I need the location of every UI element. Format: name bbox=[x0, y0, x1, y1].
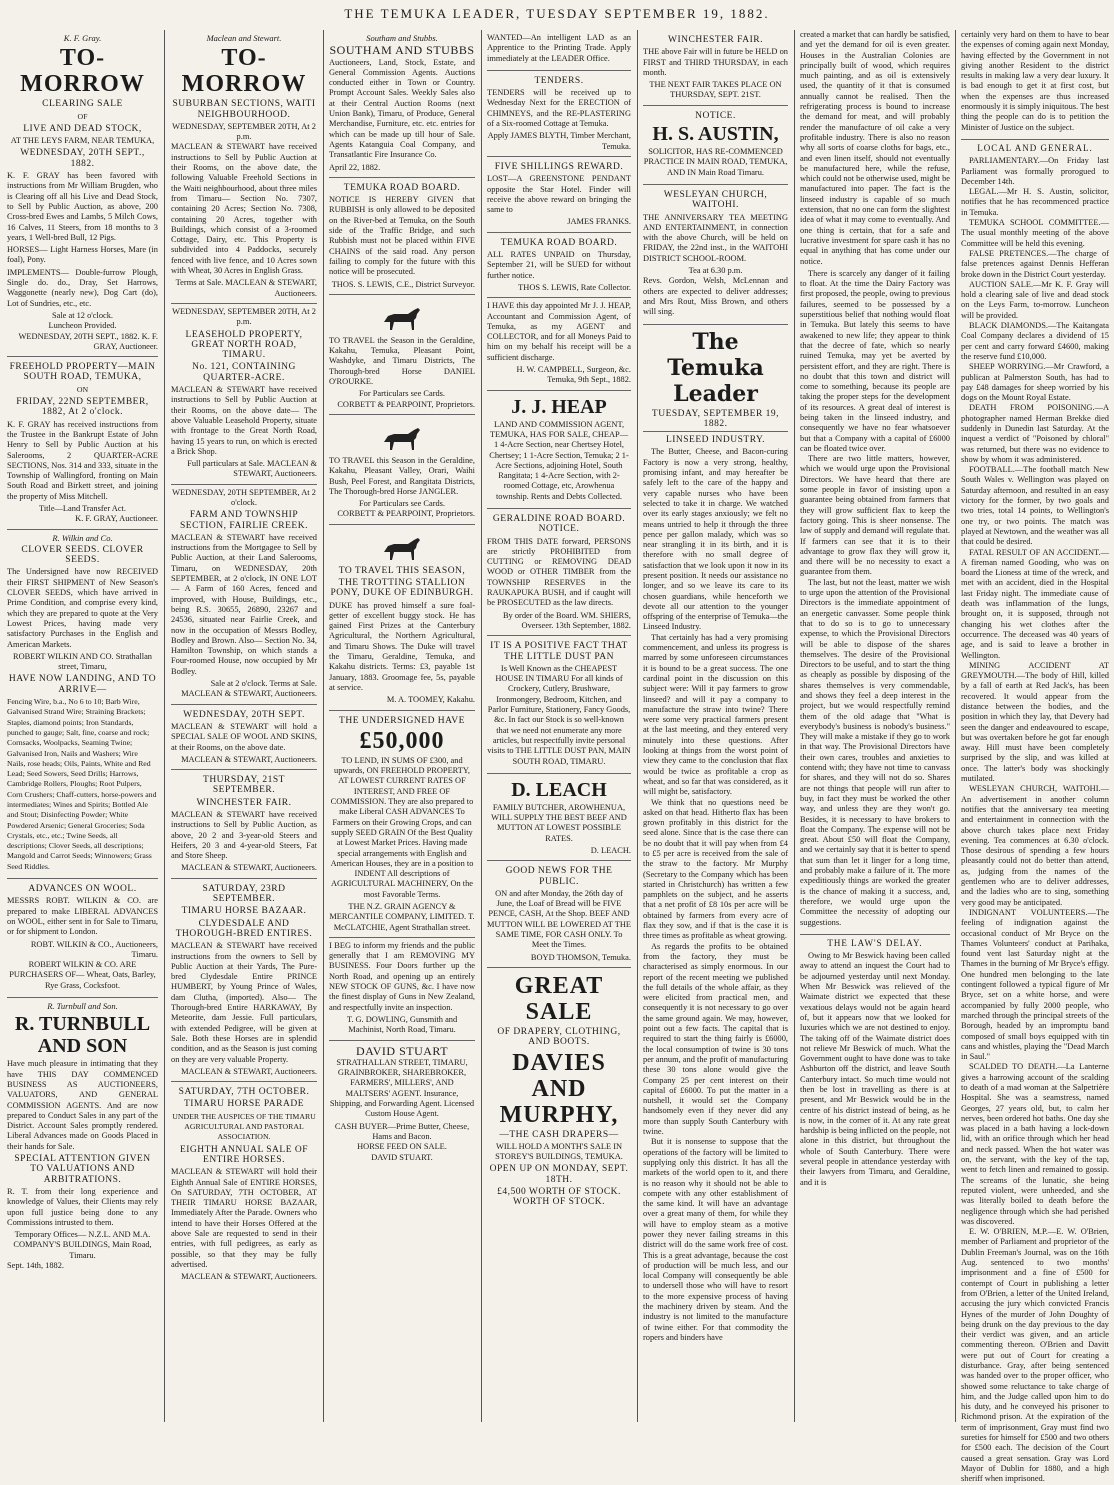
ad-signature: CORBETT & PEARPOINT, Proprietors. bbox=[337, 509, 475, 519]
ad-date: FRIDAY, 22ND SEPTEMBER, 1882, At 2 o'clock. bbox=[16, 397, 149, 418]
ad-headline: FREEHOLD PROPERTY—MAIN SOUTH ROAD, TEMUKA, bbox=[9, 362, 156, 383]
article-paragraph: There are two little matters, however, which we would urge upon the Provisional Directors. We have heard that there are some people in favor of insisting upon a guarantee being obtained from farmers that they will grow sufficient flax to keep the factory going. This is sheer nonsense. The law of supply and demand will regulate that. If farmers can see that it is to their advantage to grow flax they will grow it, and there will be no necessity to exact a guarantee from them. bbox=[800, 454, 950, 577]
ad-body: Have much pleasure in intimating that they have THIS DAY COMMENCED BUSINESS AS AUCTIONEERS, VALUATORS, AND GENERAL COMMISSION AGENTS. And are now prepared to Conduct Sales in any part of the District. Account Sales promptly rendered. Liberal Advances made on Goods Placed in their hands for Sale. bbox=[7, 1059, 158, 1151]
ad-wilkin-clover bbox=[7, 530, 158, 880]
ad-turnbull bbox=[7, 998, 158, 1275]
ad-body: LOST—A GREENSTONE PENDANT opposite the Star Hotel. Finder will receive the above reward on bringing the same to bbox=[487, 174, 631, 215]
local-news-item: INDIGNANT VOLUNTEERS.—The feeling of indignation against the occasional conduct of Mr Bryce on the Thames Volunteers' conduct at Parihaka, found vent last Saturday night at the Thames in the burning of Mr Bryce's effigy. One hundred men belonging to the late contingent followed a typical figure of Mr Bryce, set on a white horse, and were accompanied by fully 2000 people, who marched through the principal streets of the Borough, headed by an impromptu band composed of small boys equipped with tin cans and whistles, playing the "Dead March in Saul." bbox=[961, 907, 1109, 1062]
ad-signature: T. G. DOWLING, Gunsmith and Machinist, North Road, Timaru. bbox=[346, 1014, 458, 1035]
local-news-item: MINING ACCIDENT AT GREYMOUTH.—The body of Hill, killed by a fall of earth at Red Jack's, has been recovered. It would appear from the distance between the bodies, and the position in which they lay, that Devery had seen the danger and endeavoured to escape, but was overtaken before he got far enough away. Hill must have been completely surprised by the slip, and was killed at once. The latter's body was shockingly mutilated. bbox=[961, 660, 1109, 784]
ad-gray-clearing-sale bbox=[7, 30, 158, 357]
ad-duke-edinburgh bbox=[329, 525, 475, 711]
ad-subhead: OF DRAPERY, CLOTHING, AND BOOTS. bbox=[497, 1026, 621, 1048]
ad-body: SOLICITOR, HAS RE-COMMENCED PRACTICE IN MAIN ROAD, TEMUKA, AND IN Main Road Timaru. bbox=[643, 147, 788, 177]
ad-date: WEDNESDAY, 20TH SEPTEMBER, At 2 o'clock. bbox=[172, 487, 316, 507]
ad-subhead: EIGHTH ANNUAL SALE OF ENTIRE HORSES. bbox=[179, 1144, 309, 1165]
ad-body: THE above Fair will in future be HELD on FIRST and THIRD THURSDAY, in each month. bbox=[643, 47, 788, 77]
horse-illustration bbox=[380, 422, 424, 452]
ad-body: MACLEAN & STEWART have received instructions from the Mortgagee to Sell by Public Auction, at their Land Salerooms, Timaru, on WEDNESDAY, 20th SEPTEMBER, at 2 o'clock, IN ONE LOT— A Farm of 160 Acres, fenced and improved, with House, Buildings, etc., being R.S. 30655, 26890, 23267 and 24536, situated near Fairlie Creek, and now in the occupation of Messrs Bodley, Bodley and Brown. Also— Section No. 34, Hamilton Township, on which stands a Four-roomed House, now occupied by Mr Bodley. bbox=[171, 532, 317, 676]
ad-headline: TO TRAVEL THIS SEASON, bbox=[338, 565, 466, 576]
ad-maclean-bazaar bbox=[171, 879, 317, 1082]
local-news-item: AUCTION SALE.—Mr K. F. Gray will hold a clearing sale of live and dead stock on the Leys Farm, to-morrow. Luncheon will be provided. bbox=[961, 279, 1109, 320]
local-news-item: PARLIAMENTARY.—On Friday last Parliament was formally prorogued to December 14th. bbox=[961, 156, 1109, 186]
ad-date: OPEN UP ON MONDAY, SEPT. 18TH. bbox=[489, 1164, 629, 1185]
local-news-item: SHEEP WORRYING.—Mr Crawford, a publican at Palmerston South, has had to pay £48 damages for sheep worried by his dogs on the Mount Royal Estate. bbox=[961, 362, 1109, 403]
ad-text: CASH BUYER—Prime Butter, Cheese, Hams and Bacon. bbox=[334, 1121, 470, 1141]
local-news-item: WESLEYAN CHURCH, WAITOHI.—An advertisement in another column notifies that the anniversary tea meeting and entertainment in connection with the above church takes place next Friday evening. Tea commences at 6.30 o'clock. Those desirous of spending a few hours pleasantly could not do better than attend, as, judging from the names of the gentlemen who are to deliver addresses, and the ladies who are to sing, something very good may be anticipated. bbox=[961, 784, 1109, 907]
ad-body: THE ANNIVERSARY TEA MEETING AND ENTERTAINMENT, in connection with the above Church, will be held on FRIDAY, the 22nd inst., in the WAITOHI DISTRICT SCHOOL-ROOM. bbox=[643, 212, 788, 263]
ad-subhead: UNDER THE AUSPICES OF THE TIMARU AGRICULTURAL AND PASTORAL ASSOCIATION. bbox=[172, 1111, 316, 1142]
ad-body: K. F. GRAY has received instructions from the Trustee in the Bankrupt Estate of John Henry to Sell by Public Auction at his Salerooms, 2 QUARTER-ACRE SECTIONS, Nos. 314 and 333, situate in the Township of Wallingford, fronting on Main South Road and Birkett street, and joining the property of Miss Mitchell. bbox=[7, 419, 158, 501]
local-news-item: FALSE PRETENCES.—The charge of false pretences against Dennis Hefferan broke down in the District Court yesterday. bbox=[961, 248, 1109, 279]
ad-geraldine-board bbox=[487, 509, 631, 636]
local-news-item: SCALDED TO DEATH.—La Lanterne gives a harrowing account of the scalding to death of a mad woman at the Salpetrière Hospital. She was a seamstress, named Georges, 27 years old, but, to calm her nerves, been ordered hot baths. One day she was placed in a bath having a lock-down lid, with an orifice through which her head and neck passed. When the hot water was on, the servant, with the key of the tap, went to fetch linen and remained to gossip. The screams of the lunatic, she being reputed violent, were unheeded, and she was literally boiled to death before the negligence through which she had perished was discovered. bbox=[961, 1062, 1109, 1226]
column-3 bbox=[326, 30, 478, 1422]
ad-body: LAND AND COMMISSION AGENT, TEMUKA, HAS FOR SALE, CHEAP— 1 4-Acre Section, near Chertsey Hotel, Chertsey; 1 1-Acre Section, Temuka; 2 1-Acre Sections, adjoining Hotel, South Rangitata; 1 4-Acre Section, with 2-roomed Cottage, etc, Arowhenua township. Rents and Debts Collected. bbox=[489, 419, 629, 501]
ad-davies-murphy bbox=[487, 968, 631, 1214]
ad-body: Fencing Wire, b.a., No 6 to 10; Barb Wire, Galvanised Strand Wire; Straining Brackets; Staples, diamond points; Iron Standards, punched to gauge; Salt, fine, coarse and rock; Cornsacks, Woolpacks, Seaming Twine; Galvanised Iron, Nails and Washers; Wire Nails, rose heads; Oils, Paints, White and Red Lead; Seed Sowers, Seed Drills; Harrows, Cambridge Rollers, Ploughs; Root Pulpers, Corn Crushers; Chaff-cutters, horse-powers and intermediates; Wines and Spirits; Bottled Ale and Stout; Disinfecting Powder; White Powdered Arsenic; General Groceries; Soda Crystals, etc., etc.; Twine Seeds, all descriptions; Clover Seeds, all descriptions; Mangold and Carrot Seeds; Winnowers; Grass Seed Riddles. bbox=[7, 697, 157, 871]
ad-maclean-winchester bbox=[171, 770, 317, 879]
ad-headline: TIMARU HORSE PARADE bbox=[184, 1099, 304, 1110]
ad-signature: WEDNESDAY, 20TH SEPT., 1882. K. F. GRAY, Auctioneer. bbox=[18, 331, 158, 351]
ad-body: ROBERT WILKIN & CO. ARE PURCHASERS OF— Wheat, Oats, Barley, Rye Grass, Cocksfoot. bbox=[9, 960, 156, 990]
ad-headline: THE UNDERSIGNED HAVE bbox=[339, 715, 465, 726]
ad-tenders bbox=[487, 71, 631, 157]
ad-signature: Terms at Sale. MACLEAN & STEWART, Auctioneers. bbox=[175, 278, 317, 298]
column-1 bbox=[4, 30, 161, 1422]
ad-date: WEDNESDAY, SEPTEMBER 20TH, At 2 p.m. bbox=[172, 121, 316, 142]
ad-date: April 22, 1882. bbox=[329, 162, 381, 172]
firm-name: R. Turnbull and Son. bbox=[47, 1001, 118, 1012]
article-paragraph: created a market that can hardly be satisfied, and yet the demand for oil is even greater. Houses in the Australian Colonies are principally built of wood, which requires much painting, and as oil is extensively used, the quantity of it that is consumed annually cannot be realised. Then the refrigerating process is bound to increase the demand for meat, and will probably render the manufacture of oil cake a very profitable industry. There is also no reason why all sorts of coarse cloths for bags, etc., and even linen itself, should not eventually be manufactured here, while the refuse, which could not be otherwise used, might be manufactured into paper. The fact is the linseed industry is capable of so much extension, that no one can form the slightest idea of what it may come to eventually. And one thing is certain, that for a safe and lucrative investment for spare cash it has no equal in anything that has come under our notice. bbox=[800, 30, 950, 266]
ad-body: HORSES— Light Harness Horses, Mare (in foal), Pony. bbox=[7, 245, 158, 265]
ad-maclean-suburban bbox=[171, 30, 317, 304]
ad-body: DUKE has proved himself a sure foal-getter of excellent buggy stock. He has gained First Prizes at the Canterbury Agricultural, the Northern Agricultural, and Timaru Shows. The Duke will travel the Timaru, Geraldine, Temuka, and Kakahu districts. Terms: £3, payable 1st January, 1883. Groomage fee, 5s, payable at service. bbox=[329, 600, 475, 692]
ad-subhead: SPECIAL ATTENTION GIVEN TO VALUATIONS AND ARBITRATIONS. bbox=[14, 1154, 151, 1185]
ad-text: Title—Land Transfer Act. bbox=[39, 503, 126, 513]
ad-signature: D. LEACH. bbox=[590, 846, 631, 855]
ad-headline: GOOD NEWS FOR THE PUBLIC. bbox=[505, 866, 613, 887]
ad-signature: Sale at 2 o'clock. Terms at Sale. MACLEAN & STEWART, Auctioneers. bbox=[181, 679, 317, 699]
local-news-item: DEATH FROM POISONING.—A photographer named Herman Brekke died suddenly in Dunedin last Saturday. At the inquest a verdict of "Poisoned by chloral" was returned, but there was no evidence to show by whom it was administered. bbox=[961, 403, 1109, 464]
ad-signature: MACLEAN & STEWART, Auctioneers. bbox=[181, 863, 317, 873]
ad-little-dust-pan bbox=[487, 636, 631, 774]
ad-headline: NOTICE. bbox=[695, 110, 736, 121]
ad-signature: Full particulars at Sale. MACLEAN & STEWART, Auctioneers. bbox=[187, 459, 317, 479]
article-paragraph: The last, but not the least, matter we wish to urge upon the attention of the Provisional Directors is the immediate appointment of an energetic canvasser. Some people think that to do so is to go to unnecessary expense, to which the Provisional Directors will be able to dispose of the shares themselves. The desire of the Provisional Directors to be useful, and to start the thing as cheaply as possible by disposing of the shares themselves is very commendable, and shows they feel a deep interest in the project, but we would respectfully remind them of the old adage that "What is everybody's business is nobody's business." They will make a mistake if they go to work in that way. The Provisional Directors have their own cares, troubles and anxieties to contend with; they have not time to canvass for shares, and they will not do so. Shares are not things that people will run after to buy, in fact they must be worked the other way, and unless they are they won't go. Besides, it is necessary to have brokers to float the Company. The expense will not be great. About £50 will float the Company, and we certainly say that it is better to spend that sum than let it linger for a long time, and probably make a failure of it. The more expeditiously things are worked the greater is the chance of making it a success, and, therefore, we would urge upon the Committee the necessity of adopting our suggestions. bbox=[800, 577, 950, 927]
ad-body: TO TRAVEL the Season in the Geraldine, Kakahu, Temuka, Pleasant Point, Washdyke, and Timaru Districts, The Thorough-bred Horse DANIEL O'ROURKE. bbox=[329, 335, 475, 387]
ad-body: MESSRS ROBT. WILKIN & CO. are prepared to make LIBERAL ADVANCES on WOOL, either sent in for Sale to Timaru, or for shipment to London. bbox=[7, 896, 158, 937]
local-news-item: E. W. O'BRIEN, M.P.—E. W. O'Brien, member of Parliament and proprietor of the Dublin Freeman's Journal, was on the 16th Aug. sentenced to two months' imprisonment and a fine of £500 for contempt of Court in publishing a letter from O'Brien, a letter of the United Ireland, accusing the jury which convicted Francis Hynes of the murder of John Doughty of being drunk on the day previous to the day their verdict was given, and an article commenting thereon. O'Brien and Davitt were put out of Court for creating a disturbance. Gray, after being sentenced was handed over to the proper officer, who showed some reluctance to take charge of him, and the Judge called upon him to do his duty, and he conveyed his prisoner to Richmond prison. At the expiration of the term of imprisonment, Gray must find two sureties for himself for £500 and two others for £500 each. The decision of the Court caused a great sensation. Gray was Lord Mayor of Dublin for 1880, and a high sheriff when imprisoned. bbox=[961, 1227, 1109, 1484]
ad-signature: MACLEAN & STEWART, Auctioneers. bbox=[181, 1272, 317, 1282]
ad-headline: TIMARU HORSE BAZAAR. bbox=[181, 906, 307, 917]
ad-body: IMPLEMENTS— Double-furrow Plough, Single do. do., Dray, Set Harrows, Waggonette (nearly new), Dog Cart (do), Lot of Sundries, etc., etc. bbox=[7, 267, 158, 308]
ad-maclean-farm bbox=[171, 485, 317, 705]
ad-amount: £50,000 bbox=[359, 727, 445, 754]
ad-date: THURSDAY, 21ST SEPTEMBER. bbox=[203, 775, 285, 796]
article-paragraph: That certainly has had a very promising commencement, and unless its progress is marred by some unforeseen circumstances it is bound to be a great success. The one cardinal point in the discussion on this subject were: Will it pay farmers to grow linseed? and will it pay a company to manufacture the straw into twine? There were some very practical farmers present at the last meeting, and they entered very minutely into these questions. After looking at things from the worst point of view they came to the conclusion that flax would be twice as profitable a crop as wheat, and so far that was considered, as it will might be, satisfactory. bbox=[643, 632, 788, 797]
ad-text: HORSE FEED ON SALE. bbox=[357, 1142, 447, 1152]
firm-name: R. Wilkin and Co. bbox=[52, 532, 113, 543]
ad-body: I HAVE this day appointed Mr J. J. HEAP, Accountant and Commission Agent, of Temuka, as my AGENT and COLLECTOR, and for all Moneys Paid to him on my behalf his receipt will be a sufficient discharge. bbox=[487, 301, 631, 362]
article-title: LINSEED INDUSTRY. bbox=[643, 431, 788, 445]
ad-subhead: No. 121, CONTAINING QUARTER-ACRE. bbox=[192, 362, 296, 383]
ad-headline: DAVID STUART bbox=[355, 1043, 449, 1058]
ad-signature: THE N.Z. GRAIN AGENCY & MERCANTILE COMPANY, LIMITED. T. McCLATCHIE, Agent Strathallan street. bbox=[329, 902, 475, 932]
ad-subhead: SUBURBAN SECTIONS, WAITI NEIGHBOURHOOD. bbox=[172, 99, 316, 120]
ad-signature: MACLEAN & STEWART, Auctioneers. bbox=[181, 1066, 317, 1076]
ad-signature: K. F. GRAY, Auctioneer. bbox=[75, 514, 158, 524]
ad-headline: D. LEACH bbox=[511, 778, 607, 801]
ad-body: Revs. Gordon, Welsh, McLennan and others are expected to deliver addresses; and Mrs Rout, Miss Brown, and others will sing. bbox=[643, 276, 788, 317]
ad-headline: HAVE NOW LANDING, AND TO ARRIVE— bbox=[8, 674, 157, 695]
firm-name: DAVIES AND MURPHY, bbox=[499, 1049, 619, 1128]
ad-austin bbox=[643, 106, 788, 185]
ad-gray-freehold bbox=[7, 357, 158, 529]
article-paragraph: There is scarcely any danger of it failing to float. At the time the Dairy Factory was first proposed, the people, owing to previous failures, seemed to be possessed by a superstitious belief that nothing would float in Temuka. But lately this seems to have awakened to new life; they appear to think that the decree of fate, which so nearly ruined Temuka, may yet be averted by persistent effort, and they are right. There is no doubt that this town and district will come to something, because its people are taking the proper steps for the development of its resources. A great deal of interest is being taken in the linseed industry, and consequently we have no fear whatsoever but that a Company with a capital of £6000 can be floated twice over. bbox=[800, 268, 950, 453]
ad-campbell-agent bbox=[487, 298, 631, 390]
ad-body: FAMILY BUTCHER, AROWHENUA, WILL SUPPLY THE BEST BEEF AND MUTTON AT LOWEST POSSIBLE RATES. bbox=[491, 802, 627, 843]
ad-text: Luncheon Provided. bbox=[48, 321, 117, 331]
ad-body: MACLEAN & STEWART have received instructions from the owners to Sell by Public Auction at their Yards, The Pure-bred Clydesdale Entire PRINCE HUMBERT, by Young Prince of Wales, dam Clutha, (imported). Also— The Thorough-bred Entire HARKAWAY, By Meteorite, dam Jessie. Full particulars, with extended Pedigree, will be given at Sale. Both these Horses are in splendid condition, and as the Season is just coming on they are very valuable Property. bbox=[171, 941, 317, 1064]
ad-good-news bbox=[487, 861, 631, 968]
ad-headline: J. J. HEAP bbox=[511, 395, 607, 418]
ad-headline: WESLEYAN CHURCH, WAITOHI. bbox=[663, 189, 768, 211]
ad-body: TO TRAVEL this Season in the Geraldine, Kakahu, Pleasant Valley, Orari, Waihi Bush, Peel Forest, and Rangitata Districts, The Thorough-bred Horse JANGLER. bbox=[329, 455, 475, 496]
ad-headline: TO-MORROW bbox=[20, 45, 145, 98]
ad-headline: LEASEHOLD PROPERTY, GREAT NORTH ROAD, TIMARU. bbox=[185, 329, 303, 361]
ad-subhead: LIVE AND DEAD STOCK, bbox=[23, 123, 142, 134]
ad-text: £4,500 WORTH OF STOCK. WORTH OF STOCK. bbox=[497, 1187, 621, 1208]
article-paragraph: Owing to Mr Beswick having been called away to attend an inquest the Court had to be adjourned yesterday until next Monday. When Mr Beswick was relieved of the Waimate district we expected that these vexatious delays would not be again heard of, but it appears now that we looked for luxuries which we are not destined to enjoy. The taking off of the Waimate district does not relieve Mr Beswick of much. What the Government ought to have done was to take Ashburton off the district, and leave South Canterbury intact. So much time would not then be lost in travelling as there is at present, and Mr Beswick would be in the centre of his district instead of being, as he is now, in the corner of it. At any rate great hardship is being inflicted on the people, not alone in this district, but throughout the whole of South Canterbury. There were several people in attendance yesterday with their lawyers from Timaru, and Geraldine, and it is bbox=[800, 951, 950, 1187]
ad-maclean-wool bbox=[171, 705, 317, 770]
ad-wanted-lad bbox=[487, 30, 631, 71]
page-masthead: THE TEMUKA LEADER, TUESDAY SEPTEMBER 19, 1882. bbox=[344, 6, 770, 21]
horse-illustration bbox=[380, 302, 424, 332]
ad-body: I BEG to inform my friends and the public generally that I am REMOVING MY BUSINESS. Four Doors further up the North Road, and opening up an entirely NEW STOCK OF GUNS, &c. I have now the finest display of Guns in New Zealand, and respectfully invite an inspection. bbox=[329, 940, 475, 1012]
ad-text: OF bbox=[77, 111, 88, 121]
ad-body: TO LEND, IN SUMS OF £300, and upwards, ON FREEHOLD PROPERTY, AT LOWEST CURRENT RATES OF INTEREST, AND FREE OF COMMISSION. They are also prepared to make Liberal CASH ADVANCES To Farmers on their Growing Crops, and can supply SEED GRAIN Of the Best Quality at Lowest Market Prices. Having made special arrangements with English and American Houses, they are in a position to INDENT All descriptions of AGRICULTURAL MACHINERY, On the most Favorable Terms. bbox=[330, 755, 474, 899]
ad-headline: TEMUKA ROAD BOARD. bbox=[500, 237, 618, 248]
article-paragraph: As regards the profits to be obtained from the factory, they must be characterised as simply enormous. In our report of the recent meeting we published the full details of the whole affair, as they were elicited from practical men, and consequently it is not necessary to go over the same ground again. We may, however, point out a few facts. The capital that is required to start the thing fairly is £6000, the local consumption of twine is 30 tons per annum, and the profit of manufacturing these 30 tons alone would give the Company 25 per cent interest on their capital of £6000. To put the matter in a nutshell, it would set the Company handsomely even if they never did any more than supply South Canterbury with twine. bbox=[643, 941, 788, 1137]
ad-body: WILL HOLD A MONTH'S SALE IN STOREY'S BUILDINGS, TEMUKA. bbox=[495, 1141, 623, 1162]
ad-signature: MACLEAN & STEWART, Auctioneers. bbox=[181, 754, 317, 764]
local-news-item: BLACK DIAMONDS.—The Kaitangata Coal Company declares a dividend of 15 per cent and carry forward £4600, making the reserve fund £10,000. bbox=[961, 321, 1109, 361]
ad-body: K. F. GRAY has been favored with instructions from Mr William Brugden, who is Clearing off all his Live and Dead Stock, to Sell by Public Auction, as above, 200 Cross-bred Ewes and Lambs, 5 Milch Cows, 16 Calves, 11 Steers, from 18 months to 3 years, 1 Well-bred Bull, 12 Pigs. bbox=[7, 171, 158, 242]
ad-text: THE NEXT FAIR TAKES PLACE ON THURSDAY, SEPT. 21ST. bbox=[649, 80, 782, 100]
column-4 bbox=[484, 30, 634, 1422]
ad-headline: GERALDINE ROAD BOARD. NOTICE. bbox=[492, 513, 626, 535]
ad-name: H. S. AUSTIN, bbox=[652, 123, 779, 146]
ad-text: Tea at 6.30 p.m. bbox=[688, 266, 743, 276]
ad-signature: CORBETT & PEARPOINT, Proprietors. bbox=[337, 399, 475, 409]
ad-headline: CLOVER SEEDS. CLOVER SEEDS. bbox=[21, 544, 144, 566]
firm-name: Southam and Stubbs. bbox=[366, 33, 438, 43]
ad-subhead: —THE CASH DRAPERS— bbox=[499, 1129, 619, 1140]
ad-date: WEDNESDAY, 20TH SEPT., 1882. bbox=[20, 148, 145, 169]
local-news-item: LEGAL.—Mr H. S. Austin, solicitor, notifies that he has recommenced practice in Temuka. bbox=[961, 187, 1109, 217]
ad-signature: By order of the Board. WM. SHIERS, Overseer. 13th September, 1882. bbox=[502, 610, 631, 630]
local-news-list bbox=[961, 156, 1109, 1484]
ad-headline: TO-MORROW bbox=[181, 45, 307, 98]
local-news-item: TEMUKA SCHOOL COMMITTEE.—The usual monthly meeting of the above Committee will be held this evening. bbox=[961, 218, 1109, 248]
paper-title: The Temuka Leader bbox=[667, 328, 764, 407]
ad-horse-jangler bbox=[329, 415, 475, 525]
ad-body: STRATHALLAN STREET, TIMARU, GRAINBROKER, SHAREBROKER, FARMERS', MILLERS', AND MALTSERS' AGENT. Insurance, Shipping, and Forwarding Agent. Licensed Custom House Agent. bbox=[329, 1057, 475, 1119]
ad-headline: FARM AND TOWNSHIP SECTION, FAIRLIE CREEK. bbox=[180, 510, 308, 531]
ad-date: SATURDAY, 7TH OCTOBER. bbox=[178, 1087, 310, 1098]
ad-subhead: CLYDESDALE AND THOROUGH-BRED ENTIRES. bbox=[175, 918, 313, 939]
local-news-item: FOOTBALL.—The football match New South Wales v. Wellington was played on Saturday afternoon, and resulted in an easy victory for the former, by two goals and two tries, total 14 points, to Wellington's one try, or two points. The match was played at Newtown, and the weather was all that could be desired. bbox=[961, 465, 1109, 547]
ad-signature: ROBERT WILKIN AND CO. Strathallan street, Timaru, bbox=[13, 651, 152, 672]
ad-subhead: CLEARING SALE bbox=[42, 99, 123, 110]
ad-text: Sale at 12 o'clock. bbox=[51, 310, 114, 320]
ad-date: WEDNESDAY, SEPTEMBER 20TH, At 2 p.m. bbox=[172, 306, 316, 327]
ad-body: NOTICE IS HEREBY GIVEN that RUBBISH is only allowed to be deposited on the River-bed at Temuka, on the South side of the Traffic Bridge, and such Rubbish must not be placed within FIVE CHAINS of the said road. Any person failing to comply for the future with this notice will be prosecuted. bbox=[329, 195, 475, 277]
ad-date: Sept. 14th, 1882. bbox=[7, 1260, 64, 1270]
ad-headline: R. TURNBULL AND SON bbox=[14, 1013, 151, 1058]
article-paragraph: certainly very hard on them to have to bear the expenses of coming again next Monday, having effected by the Government in not giving another Resident to the district results in making law a very dear luxury. It is bad enough to get it at first cost, but when the expenses are thus increased enormously it is simply iniquitous. The best thing the people can do is to petition the Minister of Justice on the subject. bbox=[961, 30, 1109, 132]
ad-headline: SOUTHAM AND STUBBS bbox=[329, 43, 475, 58]
ad-text: Temporary Offices— N.Z.L. AND M.A. COMPANY'S BUILDINGS, Main Road, Timaru. bbox=[13, 1230, 152, 1260]
ad-signature: M. A. TOOMEY, Kakahu. bbox=[386, 695, 475, 705]
article-title: THE LAW'S DELAY. bbox=[800, 934, 950, 948]
column-6 bbox=[797, 30, 953, 1422]
ad-text: AT THE LEYS FARM, NEAR TEMUKA, bbox=[10, 136, 155, 146]
ad-body: Auctioneers, Land, Stock, Estate, and General Commission Agents. Auctions conducted either in Town or Country. Prompt Account Sales. Weekly Sales also at their Central Auction Rooms (next Union Bank), Timaru, of Produce, General Merchandise, Furniture, etc. etc. entries for which can be made up till hour of Sale. Agents Katanguia Coal Company, and Transatlantic Fire Insurance Co. bbox=[329, 57, 475, 160]
ad-subhead: THE TROTTING STALLION PONY, DUKE OF EDINBURGH. bbox=[330, 577, 474, 599]
column-5 bbox=[640, 30, 791, 1422]
ad-text: For Particulars see Cards. bbox=[358, 389, 446, 399]
ad-reward bbox=[487, 157, 631, 233]
ad-david-stuart bbox=[329, 1041, 475, 1167]
ad-body: TENDERS will be received up to Wednesday Next for the ERECTION of CHIMNEYS, and the RE-PLASTERING of a Six-roomed Cottage at Temuka. bbox=[487, 88, 631, 129]
ad-dowling bbox=[329, 938, 475, 1041]
ad-signature: H. W. CAMPBELL, Surgeon, &c. Temuka, 9th Sept., 1882. bbox=[516, 365, 631, 385]
ad-body: MACLEAN & STEWART have received instructions to Sell by Public Auction, as above, 20 2 and 3-year-old Steers and Heifers, 20 3 and 4-year-old Steers, Fat and Store Sheep. bbox=[171, 810, 317, 861]
ad-grain-agency bbox=[329, 711, 475, 938]
ad-signature: JAMES FRANKS. bbox=[567, 217, 631, 227]
ad-body: R. T. from their long experience and knowledge of Values, their Clients may rely upon full justice being done to any Commissions intrusted to them. bbox=[7, 1186, 158, 1227]
ad-wilkin-wool bbox=[7, 879, 158, 998]
ad-body: ALL RATES UNPAID on Thursday, September 21, will be SUED for without further notice. bbox=[487, 250, 631, 280]
ad-headline: TENDERS. bbox=[534, 75, 584, 86]
column-2 bbox=[168, 30, 320, 1422]
ad-headline: TEMUKA ROAD BOARD. bbox=[343, 182, 461, 193]
ad-signature: Apply JAMES BLYTH, Timber Merchant, Temuka. bbox=[487, 131, 631, 151]
ad-headline: WINCHESTER FAIR. bbox=[668, 35, 763, 45]
article-paragraph: The Butter, Cheese, and Bacon-curing Factory is now a very strong, healthy, promising infant, and may hereafter be safely left to the care of the happy and very capable nurses who have been selected to take it in charge. We watched over its early stages anxiously; we felt no means untried to help it through the three pence per gallon malady, which was so near strangling it in its birth, and it is therefore with no small degree of satisfaction that we look upon it now in its present position. It needs our assistance no longer, and so we leave its care to its chosen guardians, while henceforth we devote all our attention to the younger offspring of the enterprise of Temuka—the Linseed Industry. bbox=[643, 447, 788, 632]
ad-body: FROM THIS DATE forward, PERSONS are strictly PROHIBITED from CUTTING or REMOVING DEAD WOOD or OTHER TIMBER from the TOWNSHIP RESERVES in the RAUKAPUKA BUSH, and if caught will be PROSECUTED as the law directs. bbox=[487, 536, 631, 608]
ad-signature: THOS S. LEWIS, Rate Collector. bbox=[518, 282, 631, 292]
ad-southam-stubbs bbox=[329, 30, 475, 178]
ad-body: Is Well Known as the CHEAPEST HOUSE IN TIMARU For all kinds of Crockery, Cutlery, Brushware, Ironmongery, Bedroom, Kitchen, and Parlor Furniture, Stationery, Fancy Goods, &c. In fact our Stock is so well-known that we need not enumerate any more articles, but respectfully invite personal visits to THE LITTLE DUST PAN, MAIN SOUTH ROAD, TIMARU. bbox=[487, 663, 631, 766]
article-paragraph: We think that no questions need be asked on that head. Hitherto flax has been grown profitably in this district for the seed alone. Since that is the case there can be no doubt that it will pay when from £4 to £5 per acre is received from the sale of the straw to the factory. Mr Murphy (Secretary to the Company which has been started in Christchurch) has written a few pamphlets on the subject, and he asserts that a net profit of £8 10s per acre will be obtained by farmers from every acre of flax they sow, and if that is the case it is three times as profitable as wheat growing. bbox=[643, 797, 788, 941]
ad-body: WANTED—An intelligent LAD as an Apprentice to the Printing Trade. Apply immediately at the LEADER Office. bbox=[487, 33, 631, 63]
ad-rates-unpaid bbox=[487, 233, 631, 298]
ad-body: MACLEAN & STEWART have received instructions to Sell by Public Auction at their Rooms, on the above date, the following Valuable Freehold Sections in the Waiti neighbourhood, about three miles from Timaru— Section No. 7307, containing 20 Acres; Section No. 7308, containing 20 Acres, together with Buildings, which consist of a 3-roomed Cottage, Dairy, etc. This Property is subdivided into 4 Paddocks, securely fenced with live fence, and 10 Acres sown with Wheat, 30 Acres in English Grass. bbox=[171, 142, 317, 276]
ad-signature: THOS. S. LEWIS, C.E., District Surveyor. bbox=[331, 279, 475, 289]
ad-date: WEDNESDAY, 20TH SEPT. bbox=[183, 709, 305, 720]
article-title: LOCAL AND GENERAL. bbox=[961, 139, 1109, 153]
ad-text: For Particulars see Cards. bbox=[358, 499, 446, 509]
ad-leach bbox=[487, 774, 631, 861]
ad-body: MACLEAN & STEWART will hold their Eighth Annual Sale of ENTIRE HORSES, On SATURDAY, 7TH OCTOBER, AT THEIR TIMARU HORSE BAZAAR, Immediately After the Parade. Owners who intend to have their Horses Offered at the above Sale are requested to send in their entries, with full pedigrees, as early as possible, so that they may be fully advertised. bbox=[171, 1167, 317, 1269]
ad-text: ON bbox=[76, 384, 89, 394]
column-7 bbox=[958, 30, 1112, 1484]
ad-headline: WINCHESTER FAIR. bbox=[196, 797, 292, 808]
ad-body: The Undersigned have now RECEIVED their FIRST SHIPMENT of New Season's CLOVER SEEDS, which have arrived in Prime Condition, and comprise every kind, which they are prepared to quote at the Very Lowest Prices, having made very satisfactory Purchases in the English and American Markets. bbox=[7, 567, 158, 649]
ad-headline: GREAT SALE bbox=[514, 972, 604, 1025]
ad-wesleyan bbox=[643, 185, 788, 325]
ad-headline: IT IS A POSITIVE FACT THAT THE LITTLE DUST PAN bbox=[490, 641, 628, 662]
paper-date: TUESDAY, SEPTEMBER 19, 1882. bbox=[651, 408, 780, 429]
ad-heap bbox=[487, 391, 631, 509]
ad-signature: BOYD THOMSON, Temuka. bbox=[530, 952, 631, 962]
ad-maclean-leasehold bbox=[171, 304, 317, 485]
ad-maclean-parade bbox=[171, 1082, 317, 1286]
ad-signature: DAVID STUART. bbox=[371, 1152, 433, 1162]
ad-temuka-road-board bbox=[329, 178, 475, 295]
ad-body: ON and after Monday, the 26th day of June, the Loaf of Bread will be FIVE PENCE, CASH, At the Shop. BEEF AND MUTTON WILL BE LOWERED AT THE SAME TIME, FOR CASH ONLY. To Meet the Times. bbox=[487, 888, 631, 950]
local-news-item: FATAL RESULT OF AN ACCIDENT.—A fireman named Gooding, who was on board the Lioness at time of the wreck, and met with an accident, died in the Hospital last Friday night. The immediate cause of death was inflammation of the lungs, brought on, it is supposed, through not changing his wet clothes after the occurrence. The deceased was 40 years of age, and is said to leave a brother in Wellington. bbox=[961, 547, 1109, 660]
ad-headline: ADVANCES ON WOOL. bbox=[28, 884, 137, 895]
horse-illustration bbox=[380, 532, 424, 562]
ad-body: MACLEAN & STEWART have received instructions to Sell by Public Auction at their Rooms, on the above date— The above Valuable Leasehold Property, situate with frontage to the Great North Road, having 15 years to run, on which is erected a Brick Shop. bbox=[171, 385, 317, 456]
auctioneer-name: K. F. Gray. bbox=[63, 33, 102, 43]
ad-date: SATURDAY, 23RD SEPTEMBER. bbox=[202, 883, 286, 905]
auctioneer-name: Maclean and Stewart. bbox=[206, 33, 282, 43]
ad-signature: ROBT. WILKIN & CO., Auctioneers, Timaru. bbox=[30, 939, 158, 959]
ad-winchester-fair bbox=[643, 30, 788, 106]
article-paragraph: But it is nonsense to suppose that the operations of the factory will be limited to supplying only this district. It has all the markets of the world open to it, and there is no reason why it should not be able to compete with any other establishment of the same kind. It will have an advantage over a great many of them, for while they will have to employ steam as a motive power they never failing streams in this district will do the same work free of cost. This is a great advantage, because the cost of production will be much less, and our local Company will consequently be able to undersell those who will have to resort to the more expensive process of having the machinery driven by steam. And the industry is not limited to the manufacture of twine either. For that commodity the ropers and binders have bbox=[643, 1137, 788, 1342]
ad-headline: FIVE SHILLINGS REWARD. bbox=[494, 161, 624, 172]
ad-horse-daniel bbox=[329, 295, 475, 415]
ad-body: MACLEAN & STEWART will hold a SPECIAL SALE OF WOOL AND SKINS, at their Rooms, on the above date. bbox=[171, 721, 317, 752]
